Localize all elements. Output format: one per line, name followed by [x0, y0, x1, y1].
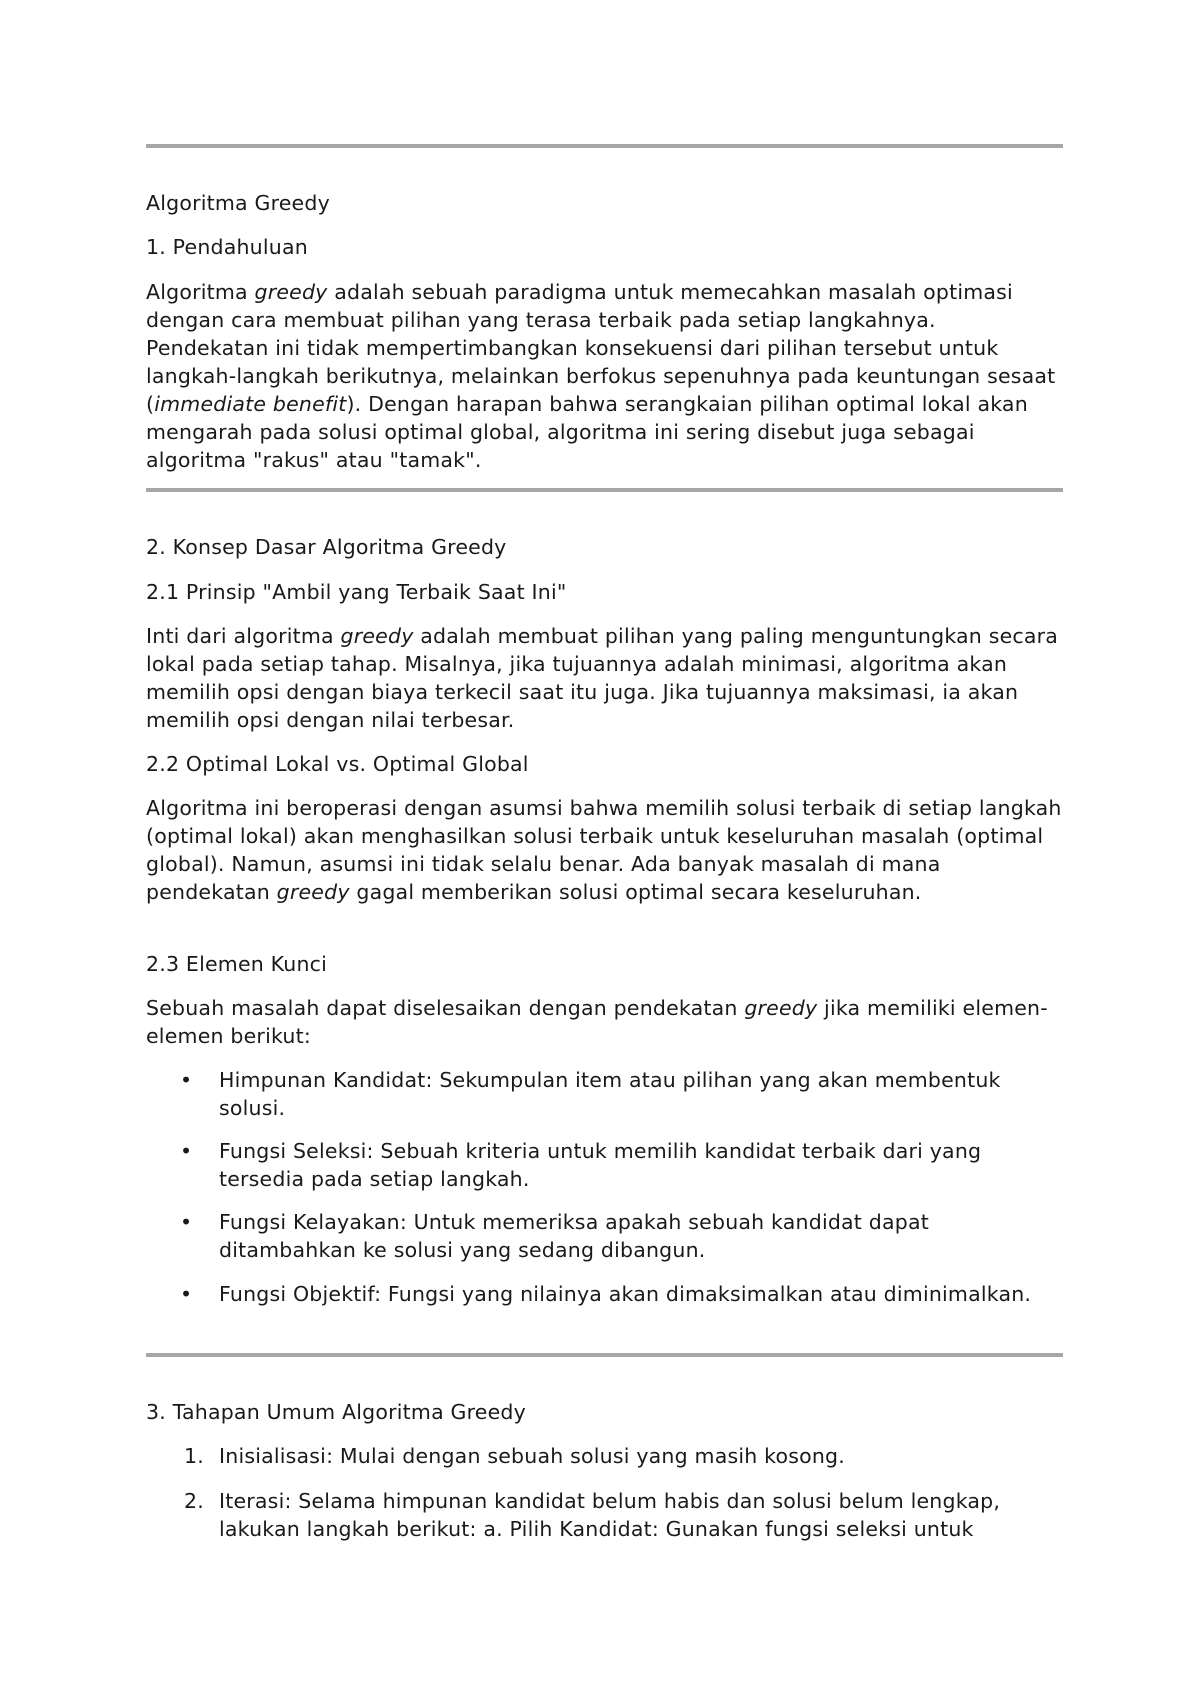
subsection-heading-2-2: 2.2 Optimal Lokal vs. Optimal Global — [146, 752, 529, 776]
horizontal-rule — [146, 144, 1063, 148]
section-heading-pendahuluan: 1. Pendahuluan — [146, 235, 308, 259]
paragraph-pendahuluan: Algoritma greedy adalah sebuah paradigma untuk memecahkan masalah optimasi dengan cara membuat pilihan yang terasa terbaik pada setiap langkahnya. Pendekatan ini tidak mempertimbangkan konsekuensi dari pilihan tersebut untuk langkah-langkah berikutnya, melainkan berfokus sepenuhnya pada keuntungan sesaat (immediate benefit). Dengan harapan bahwa serangkaian pilihan optimal lokal akan mengarah pada solusi optimal global, algoritma ini sering disebut juga sebagai algoritma "rakus" atau "tamak". — [146, 280, 1056, 472]
horizontal-rule — [146, 1353, 1063, 1357]
paragraph-2-1: Inti dari algoritma greedy adalah membuat pilihan yang paling menguntungkan secara lokal pada setiap tahap. Misalnya, jika tujuannya adalah minimasi, algoritma akan memilih opsi dengan biaya terkecil saat itu juga. Jika tujuannya maksimasi, ia akan memilih opsi dengan nilai terbesar. — [146, 624, 1059, 732]
paragraph-2-3: Sebuah masalah dapat diselesaikan dengan pendekatan greedy jika memiliki elemen-elemen berikut: — [146, 996, 1048, 1048]
document-page: Algoritma Greedy 1. Pendahuluan Algoritma greedy adalah sebuah paradigma untuk memecahkan masalah optimasi dengan cara membuat pilihan yang terasa terbaik pada setiap langkahnya. Pendekatan ini tidak mempertimbangkan konsekuensi dari pilihan tersebut untuk langkah-langkah berikutnya, melainkan berfokus sepenuhnya pada keuntungan sesaat (immediate benefit). Dengan harapan bahwa serangkaian pilihan optimal lokal akan mengarah pada solusi optimal global, algoritma ini sering disebut juga sebagai algoritma "rakus" atau "tamak". 2. Konsep Dasar Algoritma Greedy 2.1 Prinsip "Ambil yang Terbaik Saat Ini" Inti dari algoritma greedy adalah membuat pilihan yang paling menguntungkan secara lokal pada setiap tahap. Misalnya, jika tujuannya adalah minimasi, algoritma akan memilih opsi dengan biaya terkecil saat itu juga. Jika tujuannya maksimasi, ia akan memilih opsi dengan nilai terbesar. 2.2 Optimal Lokal vs. Optimal Global Algoritma ini beroperasi dengan asumsi bahwa memilih solusi terbaik di setiap langkah (optimal lokal) akan menghasilkan solusi terbaik untuk keseluruhan masalah (optimal global). Namun, asumsi ini tidak selalu benar. Ada banyak masalah di mana pendekatan greedy gagal memberikan solusi optimal secara keseluruhan. 2.3 Elemen Kunci Sebuah masalah dapat diselesaikan dengan pendekatan greedy jika memiliki elemen-elemen berikut: • Himpunan Kandidat: Sekumpulan item atau pilihan yang akan membentuk solusi. • Fungsi Seleksi: Sebuah kriteria untuk memilih kandidat terbaik dari yang tersedia pada setiap langkah. • Fungsi Kelayakan: Untuk memeriksa apakah sebuah kandidat dapat ditambahkan ke solusi yang sedang dibangun. • Fungsi Objektif: Fungsi yang nilainya akan dimaksimalkan atau diminimalkan. 3. Tahapan Umum Algoritma Greedy 1. Inisialisasi: Mulai dengan sebuah solusi yang masih kosong. 2. Iterasi: Selama himpunan kandidat belum habis dan solusi belum lengkap, lakukan langkah berikut: a. Pilih Kandidat: Gunakan fungsi seleksi untuk — [0, 0, 1200, 1696]
bullet-icon: • — [180, 1282, 193, 1306]
bullet-icon: • — [180, 1210, 193, 1234]
section-heading-tahapan-umum: 3. Tahapan Umum Algoritma Greedy — [146, 1400, 526, 1424]
document-title: Algoritma Greedy — [146, 191, 330, 215]
bullet-icon: • — [180, 1068, 193, 1092]
list-number: 1. — [184, 1444, 204, 1468]
bullet-icon: • — [180, 1139, 193, 1163]
subsection-heading-2-1: 2.1 Prinsip "Ambil yang Terbaik Saat Ini" — [146, 580, 567, 604]
horizontal-rule — [146, 488, 1063, 492]
paragraph-2-2: Algoritma ini beroperasi dengan asumsi bahwa memilih solusi terbaik di setiap langkah (optimal lokal) akan menghasilkan solusi terbaik untuk keseluruhan masalah (optimal global). Namun, asumsi ini tidak selalu benar. Ada banyak masalah di mana pendekatan greedy gagal memberikan solusi optimal secara keseluruhan. — [146, 796, 1062, 904]
section-heading-konsep-dasar: 2. Konsep Dasar Algoritma Greedy — [146, 535, 507, 559]
subsection-heading-2-3: 2.3 Elemen Kunci — [146, 952, 328, 976]
list-number: 2. — [184, 1489, 204, 1513]
